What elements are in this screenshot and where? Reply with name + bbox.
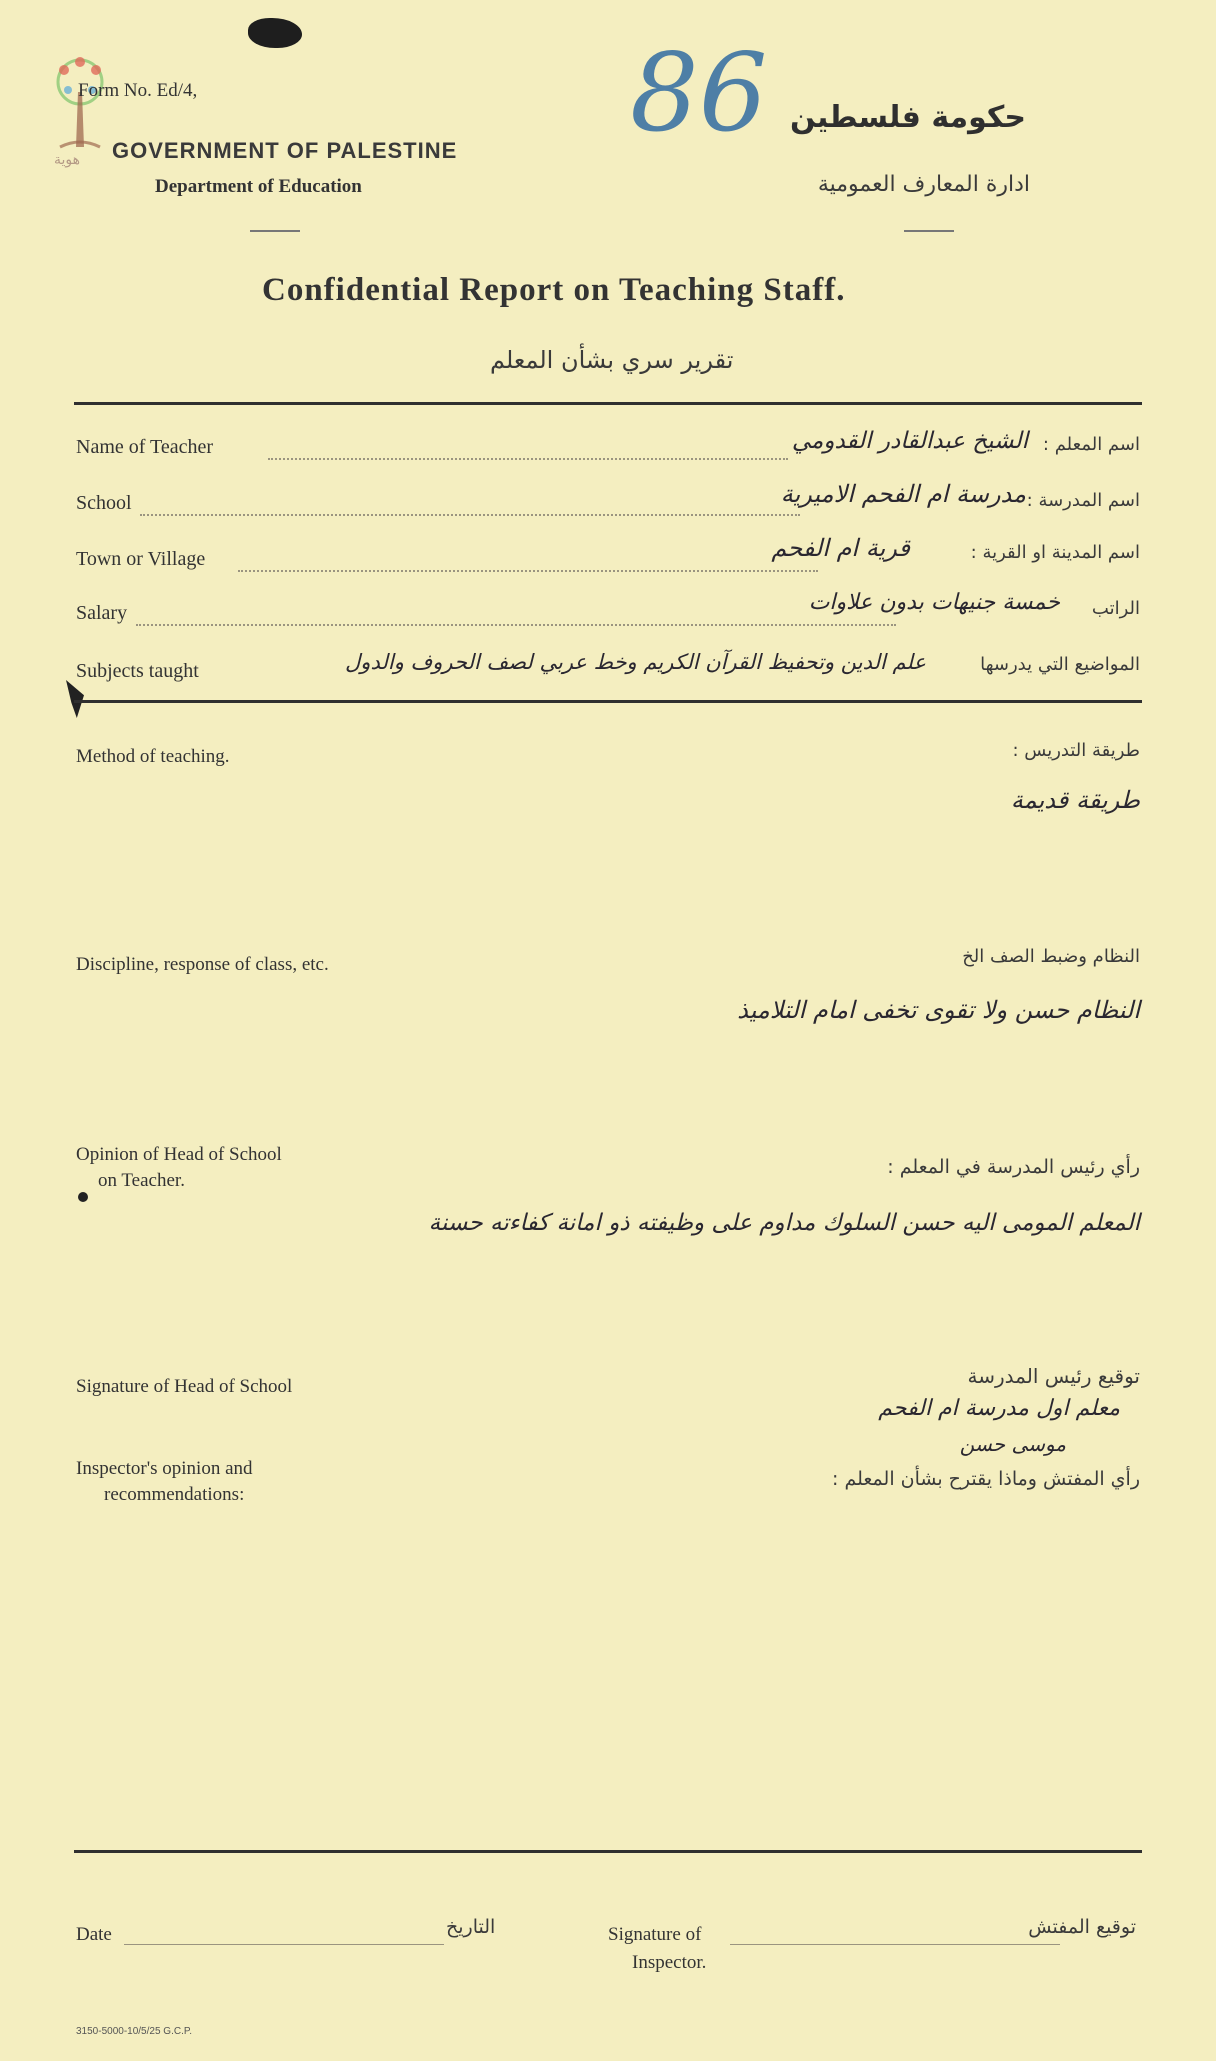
- section-label: recommendations:: [104, 1484, 245, 1505]
- date-label: Date: [76, 1924, 112, 1945]
- signature-label: Inspector.: [632, 1952, 707, 1973]
- signature-label: Signature of: [608, 1924, 702, 1945]
- field-label-ar: اسم المعلم :: [1042, 434, 1140, 455]
- field-value: خمسة جنيهات بدون علاوات: [808, 590, 1060, 615]
- field-label: Salary: [76, 602, 128, 624]
- rule-bottom: [74, 1850, 1142, 1853]
- government-title-ar: حكومة فلسطين: [790, 100, 1026, 135]
- section-value: النظام حسن ولا تقوى تخفى امام التلاميذ: [737, 996, 1140, 1024]
- department-title-ar: ادارة المعارف العمومية: [817, 172, 1030, 197]
- header-right-dash: [904, 230, 954, 232]
- report-title: Confidential Report on Teaching Staff.: [262, 272, 846, 308]
- section-label-ar: طريقة التدريس :: [1012, 740, 1140, 761]
- field-label-ar: المواضيع التي يدرسها: [980, 654, 1140, 675]
- section-label: Inspector's opinion and: [76, 1458, 253, 1479]
- ink-dot: [78, 1192, 88, 1202]
- section-label: Opinion of Head of School: [76, 1144, 282, 1165]
- file-number: 86: [630, 31, 768, 156]
- field-label-ar: الراتب: [1091, 598, 1140, 619]
- field-label: School: [76, 492, 132, 514]
- tree-logo-icon: [40, 52, 120, 192]
- rule-after-fields: [74, 700, 1142, 703]
- field-value: مدرسة ام الفحم الاميرية: [780, 480, 1026, 508]
- section-label: Signature of Head of School: [76, 1376, 293, 1397]
- section-label-ar: رأي رئيس المدرسة في المعلم :: [887, 1156, 1140, 1178]
- section-label-ar: توقيع رئيس المدرسة: [967, 1364, 1140, 1388]
- field-value: قرية ام الفحم: [771, 534, 910, 562]
- report-title-ar: تقرير سري بشأن المعلم: [490, 346, 734, 374]
- section-label: on Teacher.: [98, 1170, 185, 1191]
- ink-blot: [248, 18, 302, 48]
- field-value: علم الدين وتحفيظ القرآن الكريم وخط عربي لصف الحروف والدول: [345, 650, 926, 674]
- dotted-line: [124, 1944, 444, 1945]
- logo-text: هوية: [54, 152, 81, 168]
- section-label: Discipline, response of class, etc.: [76, 954, 329, 975]
- field-label: Name of Teacher: [76, 436, 214, 458]
- department-title: Department of Education: [155, 176, 362, 197]
- field-label: Town or Village: [76, 548, 206, 570]
- dotted-line: [238, 570, 818, 572]
- section-label-ar: النظام وضبط الصف الخ: [962, 946, 1140, 967]
- section-label: Method of teaching.: [76, 746, 230, 767]
- field-label-ar: اسم المدرسة :: [1026, 490, 1140, 511]
- rule-top: [74, 402, 1142, 405]
- header-left-dash: [250, 230, 300, 232]
- form-number: Form No. Ed/4,: [78, 80, 198, 101]
- signature-label-ar: توقيع المفتش: [1028, 1916, 1136, 1938]
- field-value: الشيخ عبدالقادر القدومي: [791, 428, 1028, 454]
- dotted-line: [730, 1944, 1060, 1945]
- dotted-line: [140, 514, 800, 516]
- logo-watermark: [40, 52, 120, 192]
- print-code: 3150-5000-10/5/25 G.C.P.: [76, 2026, 193, 2037]
- signature-value: معلم اول مدرسة ام الفحم: [878, 1396, 1120, 1421]
- field-label: Subjects taught: [76, 660, 199, 682]
- section-value: طريقة قديمة: [1010, 786, 1140, 814]
- section-value: المعلم المومى اليه حسن السلوك مداوم على وظيفته ذو امانة كفاءته حسنة: [428, 1210, 1140, 1236]
- government-title: GOVERNMENT OF PALESTINE: [112, 138, 458, 163]
- section-label-ar: رأي المفتش وماذا يقترح بشأن المعلم :: [832, 1468, 1140, 1490]
- dotted-line: [136, 624, 896, 626]
- signature-value: موسى حسن: [959, 1432, 1066, 1456]
- field-label-ar: اسم المدينة او القرية :: [970, 542, 1140, 563]
- date-label-ar: التاريخ: [446, 1916, 496, 1938]
- pencil-mark: [66, 680, 84, 718]
- dotted-line: [268, 458, 788, 460]
